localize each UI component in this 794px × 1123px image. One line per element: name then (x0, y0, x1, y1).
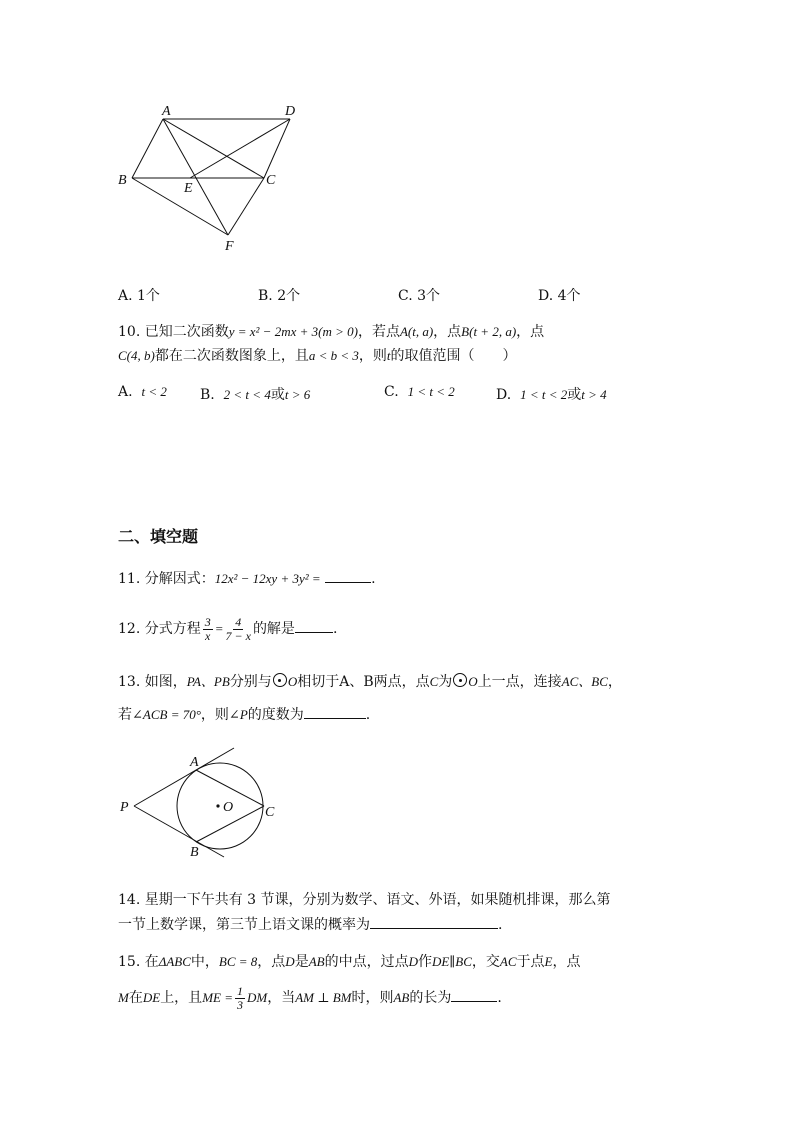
q10-option-c[interactable] (384, 384, 455, 400)
point-label-O: O (223, 800, 234, 815)
geometry-figure-tangent-circle (112, 744, 292, 864)
q10-text: 都在二次函数图象上，且 (154, 348, 309, 364)
q13-line1 (118, 672, 622, 692)
q14-line2 (118, 914, 502, 935)
q13-answer-blank[interactable] (304, 704, 366, 719)
q15-math: DE∥BC (431, 954, 472, 969)
q10-line2 (118, 346, 517, 366)
q13-number: 13. (118, 674, 141, 690)
point-label-B: B (190, 845, 199, 860)
q11-number: 11. (118, 571, 141, 587)
option-or: 或 (270, 387, 285, 403)
q15-text: 中， (190, 954, 219, 970)
q15-line1 (118, 952, 581, 972)
q15-math: ΔABC (158, 954, 191, 969)
q10-text: ，则 (358, 348, 387, 364)
q15-math: AC (499, 954, 517, 969)
q15-text: ，当 (267, 990, 296, 1006)
q10-option-b[interactable] (200, 384, 310, 404)
q15-fraction (235, 985, 245, 1012)
q12-line (118, 614, 337, 644)
q15-text: 是 (294, 954, 309, 970)
q10-text: 已知二次函数 (144, 324, 229, 340)
q13-text: 若 (118, 707, 132, 723)
q13-line2 (118, 704, 370, 725)
q15-period: . (497, 990, 502, 1006)
q12-text: 的解是 (252, 621, 295, 637)
q15-text: 在 (144, 954, 159, 970)
q13-text: 分别与 (229, 674, 272, 690)
q15-text: ，点 (257, 954, 286, 970)
q10-point-b: B(t + 2, a) (461, 324, 517, 339)
fraction-denominator: x (205, 628, 211, 643)
option-math: 2 < t < 4 (223, 387, 271, 402)
q13-math: ∠ACB = 70° (132, 707, 201, 722)
q13-text: 的度数为 (247, 707, 304, 723)
circle-dot-icon (453, 673, 467, 687)
q15-text: 作 (417, 954, 432, 970)
q15-math: ME = (202, 990, 233, 1005)
option-math: 1 < t < 2 (407, 384, 455, 399)
q14-text: 一节上数学课，第三节上语文课的概率为 (118, 917, 370, 933)
q15-math: AM ⊥ BM (295, 990, 352, 1005)
option-math: 1 < t < 2 (520, 387, 568, 402)
q10-line1 (118, 322, 544, 342)
q15-math: BC = 8 (218, 954, 258, 969)
q13-math: O (468, 674, 478, 689)
q9-option-d[interactable]: D. 4个 (538, 288, 581, 304)
q10-text: ，点 (433, 324, 462, 340)
option-label: C. (384, 384, 399, 400)
q12-text: 分式方程 (144, 621, 201, 637)
point-label-E: E (184, 181, 193, 196)
fraction-numerator: 3 (204, 614, 211, 629)
q13-math: PA、PB (186, 674, 230, 689)
point-label-C: C (266, 173, 276, 188)
q13-math: ∠P (228, 707, 248, 722)
q13-text: ，则 (200, 707, 229, 723)
q15-text: 的中点，过点 (324, 954, 409, 970)
q10-point-c: C(4, b) (118, 348, 155, 363)
q15-number: 15. (118, 954, 141, 970)
q10-text: ，点 (516, 324, 545, 340)
q13-text: ， (607, 674, 622, 690)
q15-text: 的长为 (409, 990, 452, 1006)
point-label-A: A (190, 755, 199, 770)
q12-fraction-left (203, 616, 213, 643)
q10-function: y = x² − 2mx + 3(m > 0) (228, 324, 358, 339)
q15-text: 在 (128, 990, 143, 1006)
q13-math: O (287, 674, 298, 689)
q15-text: ，点 (552, 954, 581, 970)
circle-dot-icon (273, 673, 287, 687)
q15-math: M (118, 990, 129, 1005)
q15-math: DE (142, 990, 161, 1005)
q15-math: D (408, 954, 418, 969)
q12-equals: = (214, 621, 224, 636)
q10-text: ，若点 (357, 324, 400, 340)
q15-math: DM (246, 990, 268, 1005)
section-title: 二、填空题 (118, 527, 199, 546)
q15-text: 时，则 (351, 990, 394, 1006)
center-point (216, 804, 219, 807)
q13-text: 如图， (144, 674, 187, 690)
fraction-numerator: 1 (236, 983, 243, 998)
q13-text: 上一点，连接 (477, 674, 562, 690)
q11-expression: 12x² − 12xy + 3y² = (214, 571, 321, 586)
q10-point-a: A(t, a) (399, 324, 434, 339)
q15-math: AB (308, 954, 325, 969)
option-math: t < 2 (141, 384, 167, 399)
q10-text: 的取值范围（ ） (390, 348, 517, 364)
fraction-numerator: 4 (235, 614, 242, 629)
option-or: 或 (567, 387, 582, 403)
point-label-A: A (162, 104, 171, 119)
q9-option-b[interactable]: B. 2个 (258, 288, 301, 304)
option-math: t > 6 (284, 387, 311, 402)
q11-line (118, 568, 376, 589)
q10-variable: t (386, 348, 391, 363)
q10-condition: a < b < 3 (308, 348, 359, 363)
q15-text: 于点 (516, 954, 545, 970)
q10-number: 10. (118, 324, 141, 340)
q14-period: . (498, 917, 503, 933)
q13-math: AC、BC (561, 674, 608, 689)
q12-period: . (332, 621, 338, 637)
q9-option-c[interactable]: C. 3个 (398, 288, 441, 304)
option-label: B. (200, 387, 215, 403)
fraction-denominator: 7 − x (225, 628, 251, 643)
q15-math: AB (393, 990, 410, 1005)
q14-answer-blank[interactable] (370, 914, 498, 929)
q10-option-d[interactable] (496, 384, 607, 404)
option-math: t > 4 (581, 387, 607, 402)
q15-math: D (285, 954, 295, 969)
q13-period: . (365, 707, 371, 723)
q13-text: 相切于A、B两点，点 (297, 674, 430, 690)
q12-answer-blank[interactable] (295, 618, 333, 633)
q12-fraction-right (226, 616, 251, 643)
q14-line1: 14. 星期一下午共有 3 节课，分别为数学、语文、外语，如果随机排课，那么第 (118, 892, 611, 908)
q13-text: 为 (438, 674, 453, 690)
option-label: D. (496, 387, 512, 403)
point-label-B: B (118, 173, 127, 188)
point-label-F: F (225, 239, 234, 254)
fraction-denominator: 3 (236, 997, 243, 1012)
point-label-D: D (285, 104, 296, 119)
option-label: A. (118, 384, 133, 400)
q15-line2 (118, 984, 502, 1012)
q11-text: 分解因式： (144, 571, 215, 587)
q13-math: C (429, 674, 439, 689)
q11-answer-blank[interactable] (325, 568, 371, 583)
point-label-P: P (120, 800, 129, 815)
q15-text: 上，且 (160, 990, 203, 1006)
q15-answer-blank[interactable] (451, 987, 497, 1002)
geometry-figure-quadrilateral (112, 98, 312, 258)
q15-text: ，交 (471, 954, 500, 970)
point-label-C: C (265, 805, 275, 820)
q12-number: 12. (118, 621, 141, 637)
q11-period: . (371, 571, 376, 587)
q9-option-a[interactable]: A. 1个 (118, 288, 160, 304)
q15-math: E (544, 954, 553, 969)
q10-option-a[interactable] (118, 384, 167, 400)
